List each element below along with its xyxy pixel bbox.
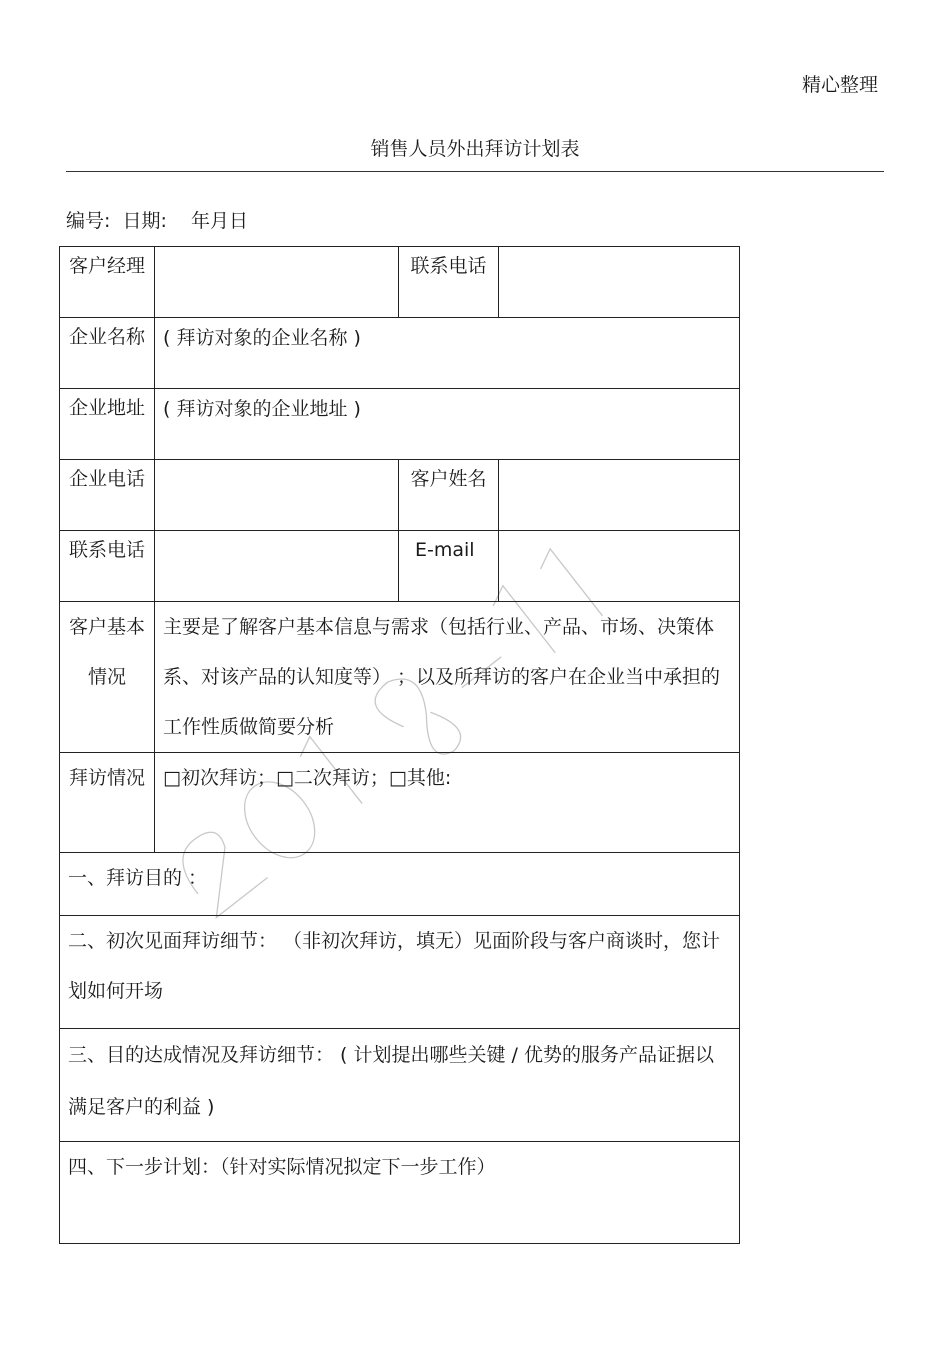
visit-plan-form (59, 246, 740, 1244)
email-label: E-mail (399, 531, 499, 602)
header-note: 精心整理 (801, 74, 878, 96)
email-field[interactable] (499, 531, 740, 602)
customer-name-field[interactable] (499, 460, 740, 531)
contact-phone-label-2: 联系电话 (60, 531, 155, 602)
contact-phone-field[interactable] (499, 247, 740, 318)
customer-info-text: 主要是了解客户基本信息与需求（包括行业、产品、市场、决策体系、对该产品的认知度等） ；以及所拜访的客户在企业当中承担的工作性质做简要分析 (155, 602, 740, 753)
company-address-field[interactable]: ( 拜访对象的企业地址 ) (155, 389, 740, 460)
company-address-label: 企业地址 (60, 389, 155, 460)
customer-name-label: 客户姓名 (399, 460, 499, 531)
visit-purpose-section[interactable]: 一、拜访目的 ： (60, 853, 740, 916)
visit-type-options[interactable]: □初次拜访；□二次拜访；□其他: (155, 753, 740, 853)
account-manager-label: 客户经理 (60, 247, 155, 318)
visit-status-label: 拜访情况 (60, 753, 155, 853)
next-step-plan-section[interactable]: 四、下一步计划：（针对实际情况拟定下一步工作） (60, 1142, 740, 1244)
title-divider (66, 171, 884, 172)
meta-line: 编号: 日期: 年月日 (66, 210, 249, 232)
customer-info-label: 客户基本情况 (60, 602, 155, 753)
company-phone-label: 企业电话 (60, 460, 155, 531)
goal-achievement-section[interactable]: 三、目的达成情况及拜访细节： ( 计划提出哪些关键 / 优势的服务产品证据以满足客户的利益 ) (60, 1029, 740, 1142)
company-phone-field[interactable] (155, 460, 399, 531)
page-title: 销售人员外出拜访计划表 (370, 138, 580, 160)
contact-phone-field-2[interactable] (155, 531, 399, 602)
company-name-label: 企业名称 (60, 318, 155, 389)
contact-phone-label: 联系电话 (399, 247, 499, 318)
first-meeting-details-section[interactable]: 二、初次见面拜访细节： （非初次拜访，填无）见面阶段与客户商谈时，您计划如何开场 (60, 916, 740, 1029)
company-name-field[interactable]: ( 拜访对象的企业名称 ) (155, 318, 740, 389)
account-manager-field[interactable] (155, 247, 399, 318)
